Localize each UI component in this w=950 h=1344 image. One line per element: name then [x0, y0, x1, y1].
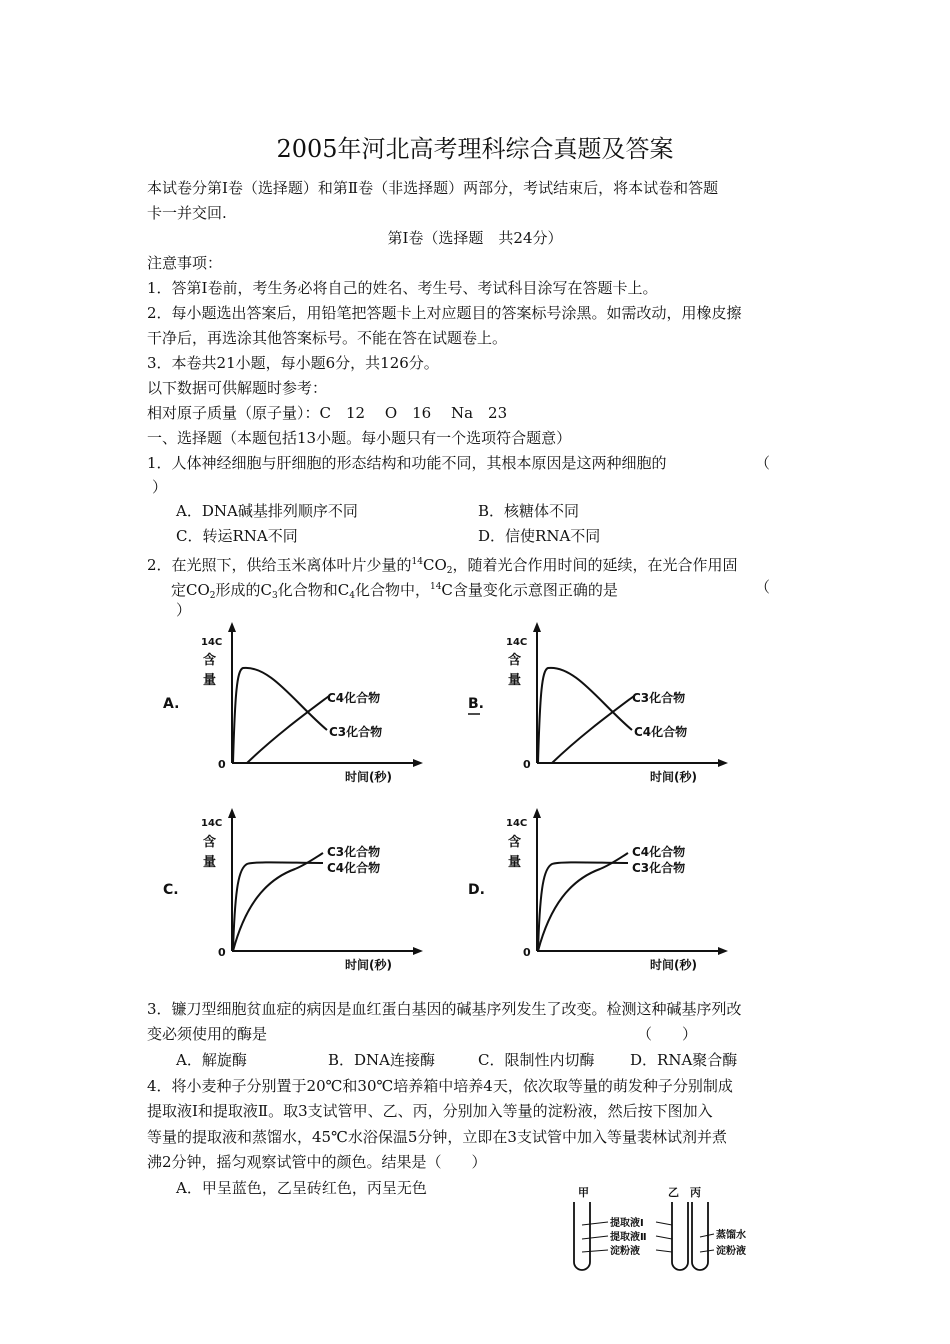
graph-b-option-label: B.: [468, 696, 484, 712]
q3-option-d: D．RNA聚合酶: [630, 1051, 738, 1069]
graph-b-curve-top-label: C3化合物: [632, 691, 686, 705]
graph-c-curve-bottom-label: C4化合物: [327, 861, 381, 875]
q1-paren-close: ）: [152, 478, 168, 496]
graph-a-origin: 0: [218, 758, 226, 771]
q3-line-2: 变必须使用的酶是: [147, 1025, 268, 1043]
tube-right-label-2: 淀粉液: [716, 1246, 746, 1257]
graph-a-ylabel-char-2: 量: [203, 673, 217, 688]
notice-item-2-line-1: 2．每小题选出答案后，用铅笔把答题卡上对应题目的答案标号涂黑。如需改动，用橡皮擦: [147, 304, 742, 322]
tube-label-jia: 甲: [578, 1186, 589, 1199]
leader-line-3: [582, 1250, 608, 1252]
graph-b: [460, 618, 730, 788]
graph-c-y-arrow: [228, 808, 236, 818]
intro-line-2: 卡一并交回.: [147, 204, 227, 222]
graph-c-curve-top-label: C3化合物: [327, 845, 381, 859]
graph-b-ylabel-isotope: 14C: [506, 637, 528, 648]
graph-c-xlabel: 时间(秒): [345, 958, 392, 972]
tube-left-label-1: 提取液Ⅰ: [610, 1218, 644, 1229]
q4-line-1: 4．将小麦种子分别置于20℃和30℃培养箱中培养4天，依次取等量的萌发种子分别制成: [147, 1077, 733, 1095]
q1-paren-open: （: [755, 454, 771, 472]
graph-c: [155, 806, 425, 978]
graph-c-origin: 0: [218, 946, 226, 959]
q3-option-b: B．DNA连接酶: [328, 1051, 436, 1069]
tube-left-label-2: 提取液Ⅱ: [610, 1232, 647, 1243]
notice-item-3: 3．本卷共21小题，每小题6分，共126分。: [147, 354, 439, 372]
graph-d-ylabel-isotope: 14C: [506, 818, 528, 829]
q1-option-b: B．核糖体不同: [478, 502, 580, 520]
q4-line-4: 沸2分钟，摇匀观察试管中的颜色。结果是（ ）: [147, 1153, 487, 1171]
graph-b-xlabel: 时间(秒): [650, 770, 697, 784]
graph-d-y-arrow: [533, 808, 541, 818]
section-header: 第Ⅰ卷（选择题 共24分）: [387, 229, 563, 247]
test-tubes-figure: [560, 1182, 770, 1282]
graph-d: [460, 806, 730, 978]
graph-a-curve-rise-fall: [233, 668, 327, 763]
leader-line-1: [582, 1222, 608, 1225]
graph-d-curve-bottom-label: C3化合物: [632, 861, 686, 875]
graph-c-curve-gradual: [233, 853, 323, 951]
atomic-mass: 相对原子质量（原子量）：C 12 O 16 Na 23: [147, 404, 508, 422]
leader-line-6: [656, 1250, 672, 1252]
page-title: 2005年河北高考理科综合真题及答案: [276, 135, 674, 163]
tube-label-bing: 丙: [690, 1186, 701, 1199]
part1-header: 一、选择题（本题包括13小题。每小题只有一个选项符合题意）: [147, 429, 572, 447]
graph-b-curve-bottom-label: C4化合物: [634, 725, 688, 739]
graph-a-ylabel-isotope: 14C: [201, 637, 223, 648]
graph-d-curve-fast-plateau: [538, 862, 628, 951]
graph-b-curve-rise-fall: [538, 668, 632, 763]
tube-jia: [574, 1202, 590, 1270]
q3-line-1: 3．镰刀型细胞贫血症的病因是血红蛋白基因的碱基序列发生了改变。检测这种碱基序列改: [147, 1000, 742, 1018]
graph-c-ylabel-isotope: 14C: [201, 818, 223, 829]
q2-line-2: 定$CO_2$形成的$C_3$化合物和$C_4$化合物中，$^{14}$C含量变化示意图正确的是: [171, 581, 618, 601]
notice-item-1: 1．答第Ⅰ卷前，考生务必将自己的姓名、考生号、考试科目涂写在答题卡上。: [147, 279, 658, 297]
q1-option-d: D．信使RNA不同: [478, 527, 601, 545]
graph-d-xlabel: 时间(秒): [650, 958, 697, 972]
graph-b-ylabel-char-1: 含: [508, 653, 522, 668]
q4-option-a: A．甲呈蓝色，乙呈砖红色，丙呈无色: [176, 1179, 427, 1197]
graph-d-ylabel-char-1: 含: [508, 835, 522, 850]
q2-line-1: 2．在光照下，供给玉米离体叶片少量的$^{14}CO_2$，随着光合作用时间的延续，在光合作用固: [147, 556, 738, 576]
graph-d-ylabel-char-2: 量: [508, 855, 522, 870]
graph-c-ylabel-char-1: 含: [203, 835, 217, 850]
q3-option-a: A．解旋酶: [176, 1051, 247, 1069]
graph-a-option-label: A.: [163, 696, 180, 712]
intro-line-1: 本试卷分第Ⅰ卷（选择题）和第Ⅱ卷（非选择题）两部分，考试结束后，将本试卷和答题: [147, 179, 719, 197]
q3-option-c: C．限制性内切酶: [478, 1051, 595, 1069]
graph-d-origin: 0: [523, 946, 531, 959]
graph-a-x-arrow: [413, 759, 423, 767]
q1-option-c: C．转运RNA不同: [176, 527, 298, 545]
leader-line-2: [582, 1236, 608, 1239]
graph-c-curve-fast-plateau: [233, 862, 323, 951]
leader-line-7: [700, 1234, 714, 1237]
q3-paren: （ ）: [637, 1025, 698, 1043]
graph-b-y-arrow: [533, 622, 541, 632]
graph-b-origin: 0: [523, 758, 531, 771]
graph-c-ylabel-char-2: 量: [203, 855, 217, 870]
q1-option-a: A．DNA碱基排列顺序不同: [176, 502, 358, 520]
leader-line-4: [656, 1222, 672, 1225]
graph-a-y-arrow: [228, 622, 236, 632]
graph-d-curve-gradual: [538, 853, 628, 951]
q4-line-2: 提取液Ⅰ和提取液Ⅱ。取3支试管甲、乙、丙，分别加入等量的淀粉液，然后按下图加入: [147, 1102, 713, 1120]
leader-line-5: [656, 1236, 672, 1239]
graph-a: [155, 618, 425, 788]
leader-line-8: [700, 1250, 714, 1252]
graph-a-curve-bottom-label: C3化合物: [329, 725, 383, 739]
graph-b-x-arrow: [718, 759, 728, 767]
graph-a-ylabel-char-1: 含: [203, 653, 217, 668]
graph-b-curve-rising: [552, 696, 634, 763]
q2-paren-open: （: [755, 578, 771, 596]
data-intro: 以下数据可供解题时参考：: [147, 379, 328, 397]
tube-yi: [672, 1202, 688, 1270]
q4-line-3: 等量的提取液和蒸馏水，45℃水浴保温5分钟，立即在3支试管中加入等量裴林试剂并煮: [147, 1128, 727, 1146]
q1-stem: 1．人体神经细胞与肝细胞的形态结构和功能不同，其根本原因是这两种细胞的: [147, 454, 667, 472]
q2-paren-close: ）: [176, 601, 192, 619]
notice-item-2-line-2: 干净后，再选涂其他答案标号。不能在答在试题卷上。: [147, 329, 508, 347]
graph-d-option-label: D.: [468, 882, 485, 898]
tube-label-yi: 乙: [668, 1186, 679, 1199]
tube-left-label-3: 淀粉液: [610, 1246, 640, 1257]
graph-d-curve-top-label: C4化合物: [632, 845, 686, 859]
graph-a-curve-top-label: C4化合物: [327, 691, 381, 705]
graph-a-curve-rising: [247, 696, 329, 763]
graph-c-option-label: C.: [163, 882, 179, 898]
notice-heading: 注意事项：: [147, 254, 223, 272]
tube-right-label-1: 蒸馏水: [716, 1230, 746, 1241]
graph-b-ylabel-char-2: 量: [508, 673, 522, 688]
graph-a-xlabel: 时间(秒): [345, 770, 392, 784]
graph-d-x-arrow: [718, 947, 728, 955]
graph-c-x-arrow: [413, 947, 423, 955]
